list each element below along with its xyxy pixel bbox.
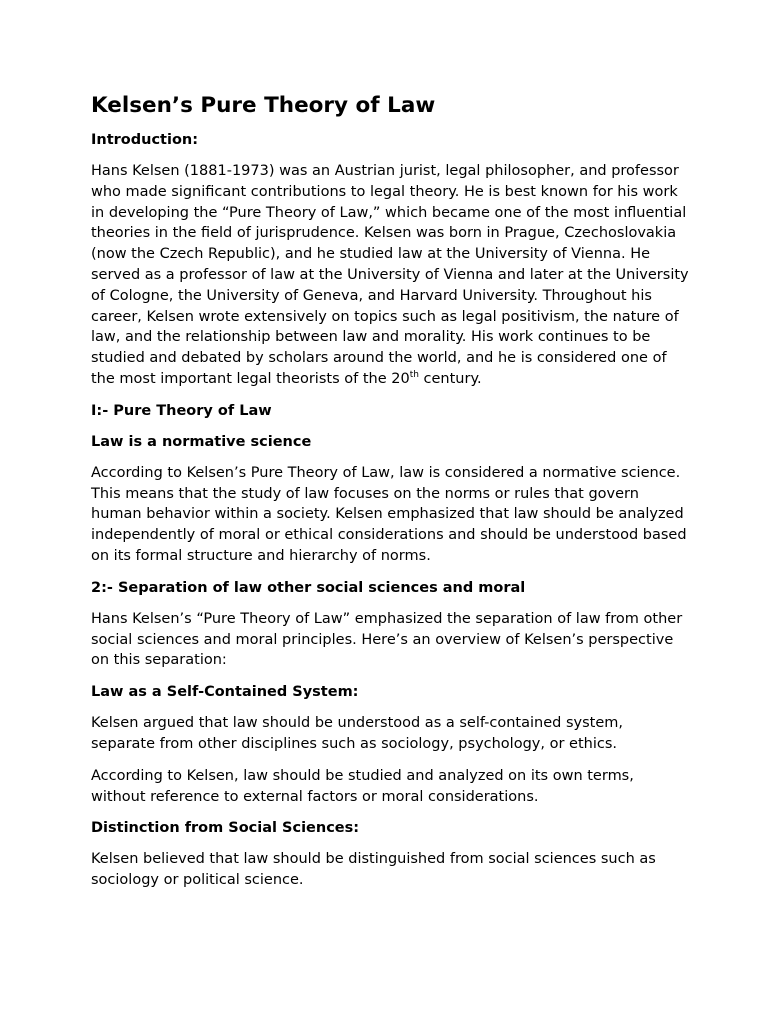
document-page	[91, 92, 691, 902]
distinction-paragraph: Kelsen believed that law should be distinguished from social sciences such as sociology or political science.	[91, 851, 656, 889]
document-title: Kelsen’s Pure Theory of Law	[91, 93, 436, 118]
distinction-heading: Distinction from Social Sciences:	[91, 820, 360, 837]
section-1-subheading: Law is a normative science	[91, 433, 312, 450]
introduction-heading: Introduction:	[91, 132, 199, 148]
introduction-text-end: century.	[418, 370, 482, 387]
introduction-text: Hans Kelsen (1881-1973) was an Austrian jurist, legal philosopher, and professor who made significant contributions to legal theory. He is best known for his work in developing the “Pure Theory of Law,” which became one of the most influential theories in the field of jurisprudence. Kelsen was born in Prague, Czechoslovakia (now the Czech Republic), and he studied law at the University of Vienna. He served as a professor of law at the University of Vienna and later at the University of Cologne, the University of Geneva, and Harvard University. Throughout his career, Kelsen wrote extensively on topics such as legal positivism, the nature of law, and the relationship between law and morality. His work continues to be studied and debated by scholars around the world, and he is considered one of the most important legal theorists of the 20	[91, 163, 689, 387]
ordinal-superscript: th	[409, 370, 419, 381]
self-contained-paragraph-2: According to Kelsen, law should be studied and analyzed on its own terms, without reference to external factors or moral considerations.	[91, 767, 634, 805]
section-1-paragraph: According to Kelsen’s Pure Theory of Law, law is considered a normative science. This means that the study of law focuses on the norms or rules that govern human behavior within a society. Kelsen emphasized that law should be analyzed independently of moral or ethical considerations and should be understood based on its formal structure and hierarchy of norms.	[91, 464, 687, 564]
section-2-paragraph: Hans Kelsen’s “Pure Theory of Law” emphasized the separation of law from other social sciences and moral principles. Here’s an overview of Kelsen’s perspective on this separation:	[91, 610, 683, 669]
section-1-heading: I:- Pure Theory of Law	[91, 402, 272, 419]
self-contained-heading: Law as a Self-Contained System:	[91, 684, 359, 701]
introduction-paragraph	[91, 161, 691, 390]
self-contained-paragraph-1: Kelsen argued that law should be understood as a self-contained system, separate from other disciplines such as sociology, psychology, or ethics.	[91, 715, 623, 752]
section-2-heading: 2:- Separation of law other social sciences and moral	[91, 579, 526, 596]
